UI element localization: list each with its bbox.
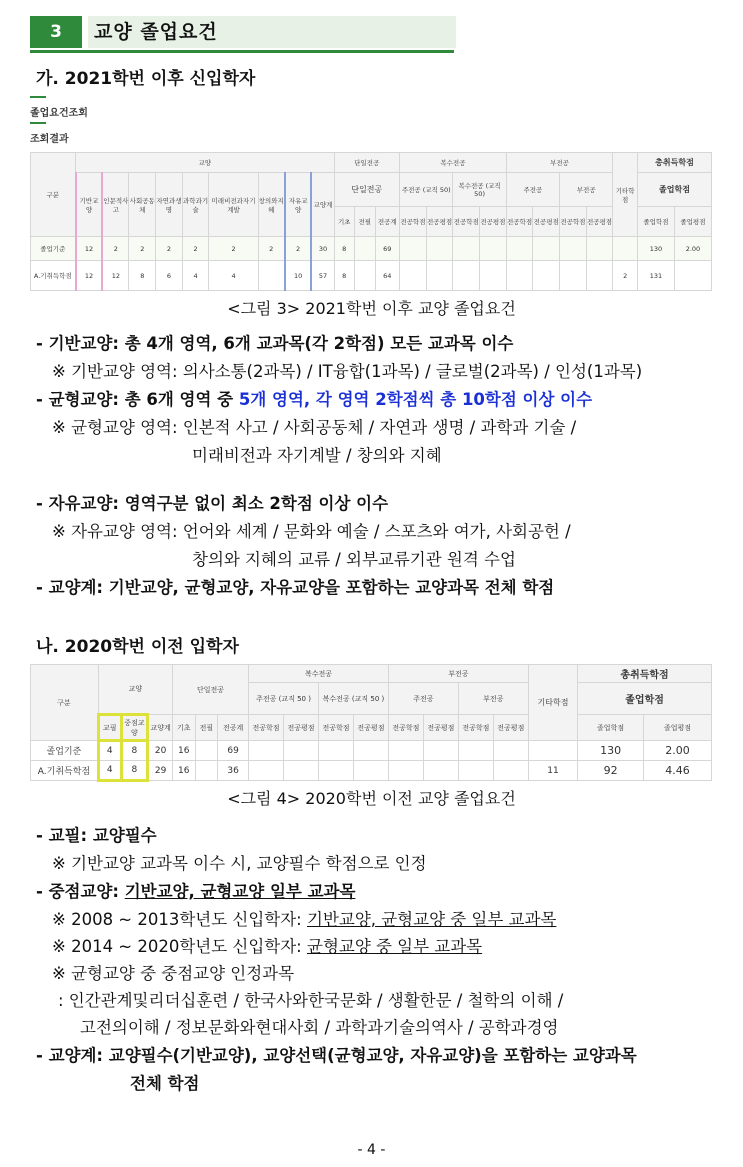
header-bu: 부전공	[506, 153, 613, 173]
item-jungjeom-text: - 중점교양:	[36, 882, 125, 901]
header-danil: 단일전공	[172, 665, 248, 715]
cell: 6	[156, 261, 183, 291]
header-jungjeom: 중점교양	[121, 715, 148, 741]
header-major-gpa: 전공평점	[586, 207, 613, 237]
figure-4	[30, 664, 712, 784]
cell: 4	[98, 741, 121, 761]
subsection-a-title: 가. 2021학번 이후 신입학자	[36, 69, 256, 89]
cell: 12	[76, 237, 103, 261]
cell: 4.46	[644, 761, 712, 781]
cell	[195, 741, 218, 761]
cell: 130	[637, 237, 674, 261]
header-major-gpa: 전공평점	[533, 207, 560, 237]
item-gyopil: - 교필: 교양필수	[36, 826, 157, 845]
header-boksu: 복수전공	[249, 665, 389, 683]
header-jujeon-bu: 주전공	[388, 683, 458, 715]
item-gyoyanggye: - 교양계: 기반교양, 균형교양, 자유교양을 포함하는 교양과목 전체 학점	[36, 578, 555, 597]
header-changui: 창의와지혜	[258, 173, 285, 237]
header-jayeon: 자연과생명	[156, 173, 183, 237]
header-grad: 졸업학점	[578, 683, 712, 715]
note-jungjeom-courses: ※ 균형교양 중 중점교양 인정과목	[52, 964, 295, 983]
header-major-gpa: 전공평점	[423, 715, 458, 741]
note-jayu-cont: 창의와 지혜의 교류 / 외부교류기관 원격 수업	[192, 550, 516, 569]
header-major-credit: 전공학점	[560, 207, 587, 237]
header-major-credit: 전공학점	[400, 207, 427, 237]
table-row	[31, 261, 712, 291]
header-major-credit: 전공학점	[506, 207, 533, 237]
header-gibangyoyang: 기반교양	[76, 173, 103, 237]
cell: 20	[148, 741, 173, 761]
course-list-cont: 고전의이해 / 정보문화와현대사회 / 과학과기술의역사 / 공학과경영	[80, 1018, 559, 1037]
row-label: A.기취득학점	[31, 761, 99, 781]
cell: 69	[375, 237, 400, 261]
note-jungjeom-2008	[52, 906, 556, 930]
cell: 2	[182, 237, 209, 261]
cell: 2	[258, 237, 285, 261]
cell: 69	[218, 741, 249, 761]
cell: 2.00	[674, 237, 711, 261]
cell: 12	[102, 261, 129, 291]
item-gibangyoyang: - 기반교양: 총 4개 영역, 6개 교과목(각 2학점) 모든 교과목 이수	[36, 334, 514, 353]
header-gyoyang: 교양	[76, 153, 334, 173]
note-gyunhyeong-cont: 미래비전과 자기계발 / 창의와 지혜	[192, 446, 442, 465]
note-underlined: 균형교양 중 일부 교과목	[307, 937, 483, 956]
cell	[195, 761, 218, 781]
header-grad: 졸업학점	[637, 173, 711, 207]
cell: 2	[209, 237, 258, 261]
item-jungjeom	[36, 878, 355, 902]
item-gyoyanggye-old: - 교양계: 교양필수(기반교양), 교양선택(균형교양, 자유교양)을 포함하는 교양과목	[36, 1046, 637, 1065]
cell: 2	[156, 237, 183, 261]
figure-3-caption: <그림 3> 2021학번 이후 교양 졸업요건	[227, 299, 516, 318]
header-grad-credit: 졸업학점	[637, 207, 674, 237]
query-title: 졸업요건조회	[30, 108, 88, 119]
header-gyoyanggye: 교양계	[148, 715, 173, 741]
cell: 11	[528, 761, 577, 781]
cell: 4	[98, 761, 121, 781]
section-title: 교양 졸업요건	[88, 16, 456, 48]
item-gyoyanggye-old-cont: 전체 학점	[130, 1074, 200, 1093]
header-major-gpa: 전공평점	[353, 715, 388, 741]
header-total: 총취득학점	[578, 665, 712, 683]
header-total: 총취득학점	[637, 153, 711, 173]
header-grad-credit: 졸업학점	[578, 715, 644, 741]
header-jujeon: 주전공 (교직 50)	[400, 173, 453, 207]
header-major-credit: 전공학점	[458, 715, 493, 741]
header-gicho: 기초	[172, 715, 195, 741]
title-accent	[30, 122, 46, 124]
cell: 131	[637, 261, 674, 291]
note-gyopil: ※ 기반교양 교과목 이수 시, 교양필수 학점으로 인정	[52, 854, 427, 873]
cell: 2	[613, 261, 638, 291]
header-major-credit: 전공학점	[249, 715, 284, 741]
cell	[258, 261, 285, 291]
header-gwahak: 과학과기술	[182, 173, 209, 237]
cell: 4	[209, 261, 258, 291]
cell: 36	[218, 761, 249, 781]
header-bu: 부전공	[388, 665, 528, 683]
section-header	[30, 16, 454, 53]
header-inmun: 인문적사고	[102, 173, 129, 237]
cell	[355, 261, 376, 291]
header-boksu: 복수전공	[400, 153, 507, 173]
header-major-gpa: 전공평점	[480, 207, 507, 237]
row-label: 졸업기준	[31, 741, 99, 761]
cell: 8	[334, 261, 355, 291]
subsection-b-title: 나. 2020학번 이전 입학자	[36, 637, 239, 657]
note-gyunhyeong: ※ 균형교양 영역: 인본적 사고 / 사회공동체 / 자연과 생명 / 과학과 기술 /	[52, 418, 577, 437]
cell: 2	[102, 237, 129, 261]
cell	[355, 237, 376, 261]
cell: 16	[172, 741, 195, 761]
header-gyoyang: 교양	[98, 665, 172, 715]
row-label: A.기취득학점	[31, 261, 76, 291]
note-gibangyoyang: ※ 기반교양 영역: 의사소통(2과목) / IT융합(1과목) / 글로벌(2과목) / 인성(1과목)	[52, 362, 643, 381]
requirements-table-2021	[30, 152, 712, 291]
cell: 16	[172, 761, 195, 781]
cell: 8	[121, 761, 148, 781]
header-jeongonggye: 전공계	[218, 715, 249, 741]
cell: 8	[129, 261, 156, 291]
header-major-gpa: 전공평점	[493, 715, 528, 741]
cell: 2.00	[644, 741, 712, 761]
note-text: ※ 2014 ~ 2020학년도 신입학자:	[52, 937, 307, 956]
table-row	[31, 741, 712, 761]
page-number: - 4 -	[357, 1142, 386, 1158]
table-row	[31, 237, 712, 261]
cell: 2	[129, 237, 156, 261]
header-bujeon: 부전공	[458, 683, 528, 715]
header-gyopil: 교필	[98, 715, 121, 741]
cell: 10	[285, 261, 312, 291]
figure-3	[30, 96, 712, 292]
query-subtitle: 조회결과	[30, 134, 69, 145]
header-major-gpa: 전공평점	[426, 207, 453, 237]
header-mirae: 미래비전과자기계발	[209, 173, 258, 237]
header-gyoyanggye: 교양계	[311, 173, 334, 237]
item-jungjeom-underlined: 기반교양, 균형교양 일부 교과목	[124, 882, 356, 901]
note-underlined: 기반교양, 균형교양 중 일부 교과목	[307, 910, 557, 929]
cell: 64	[375, 261, 400, 291]
header-danil: 단일전공	[334, 153, 400, 173]
note-text: ※ 2008 ~ 2013학년도 신입학자:	[52, 910, 307, 929]
section-number: 3	[30, 16, 82, 48]
note-jayu: ※ 자유교양 영역: 언어와 세계 / 문화와 예술 / 스포츠와 여가, 사회공헌 /	[52, 522, 571, 541]
header-major-gpa: 전공평점	[284, 715, 319, 741]
header-boksu-sub: 복수전공 (교직 50 )	[318, 683, 388, 715]
cell: 8	[121, 741, 148, 761]
header-jayugyoyang: 자유교양	[285, 173, 312, 237]
cell: 130	[578, 741, 644, 761]
cell: 2	[285, 237, 312, 261]
cell: 92	[578, 761, 644, 781]
header-grad-gpa: 졸업평점	[674, 207, 711, 237]
cell: 29	[148, 761, 173, 781]
header-jujeon-bu: 주전공	[506, 173, 559, 207]
header-grad-gpa: 졸업평점	[644, 715, 712, 741]
header-danil-sub: 단일전공	[334, 173, 400, 207]
header-gubun: 구분	[31, 665, 99, 741]
header-gicho: 기초	[334, 207, 355, 237]
header-jeongonggye: 전공계	[375, 207, 400, 237]
header-jeonpil: 전필	[355, 207, 376, 237]
item-gyunhyeong-highlight: 5개 영역, 각 영역 2학점씩 총 10학점 이상 이수	[238, 390, 593, 409]
course-list: : 인간관계및리더십훈련 / 한국사와한국문화 / 생활한문 / 철학의 이해 /	[58, 991, 564, 1010]
header-major-credit: 전공학점	[453, 207, 480, 237]
title-accent	[30, 96, 46, 98]
cell	[674, 261, 711, 291]
header-jeonpil: 전필	[195, 715, 218, 741]
cell: 57	[311, 261, 334, 291]
item-jayu: - 자유교양: 영역구분 없이 최소 2학점 이상 이수	[36, 494, 389, 513]
header-jujeon: 주전공 (교직 50 )	[249, 683, 319, 715]
header-major-credit: 전공학점	[318, 715, 353, 741]
item-gyunhyeong	[36, 386, 592, 410]
header-sahoe: 사회공동체	[129, 173, 156, 237]
header-gita: 기타학점	[528, 665, 577, 741]
figure-4-caption: <그림 4> 2020학번 이전 교양 졸업요건	[227, 789, 516, 808]
cell: 12	[76, 261, 103, 291]
requirements-table-2020	[30, 664, 712, 782]
note-jungjeom-2014	[52, 933, 482, 957]
header-bujeon: 부전공	[560, 173, 613, 207]
table-row	[31, 761, 712, 781]
header-major-credit: 전공학점	[388, 715, 423, 741]
header-boksu-sub: 복수전공 (교직 50)	[453, 173, 506, 207]
cell: 30	[311, 237, 334, 261]
header-gubun: 구분	[31, 153, 76, 237]
item-gyunhyeong-text: - 균형교양: 총 6개 영역 중	[36, 390, 239, 409]
cell: 4	[182, 261, 209, 291]
row-label: 졸업기준	[31, 237, 76, 261]
header-gita: 기타학점	[613, 153, 638, 237]
cell: 8	[334, 237, 355, 261]
